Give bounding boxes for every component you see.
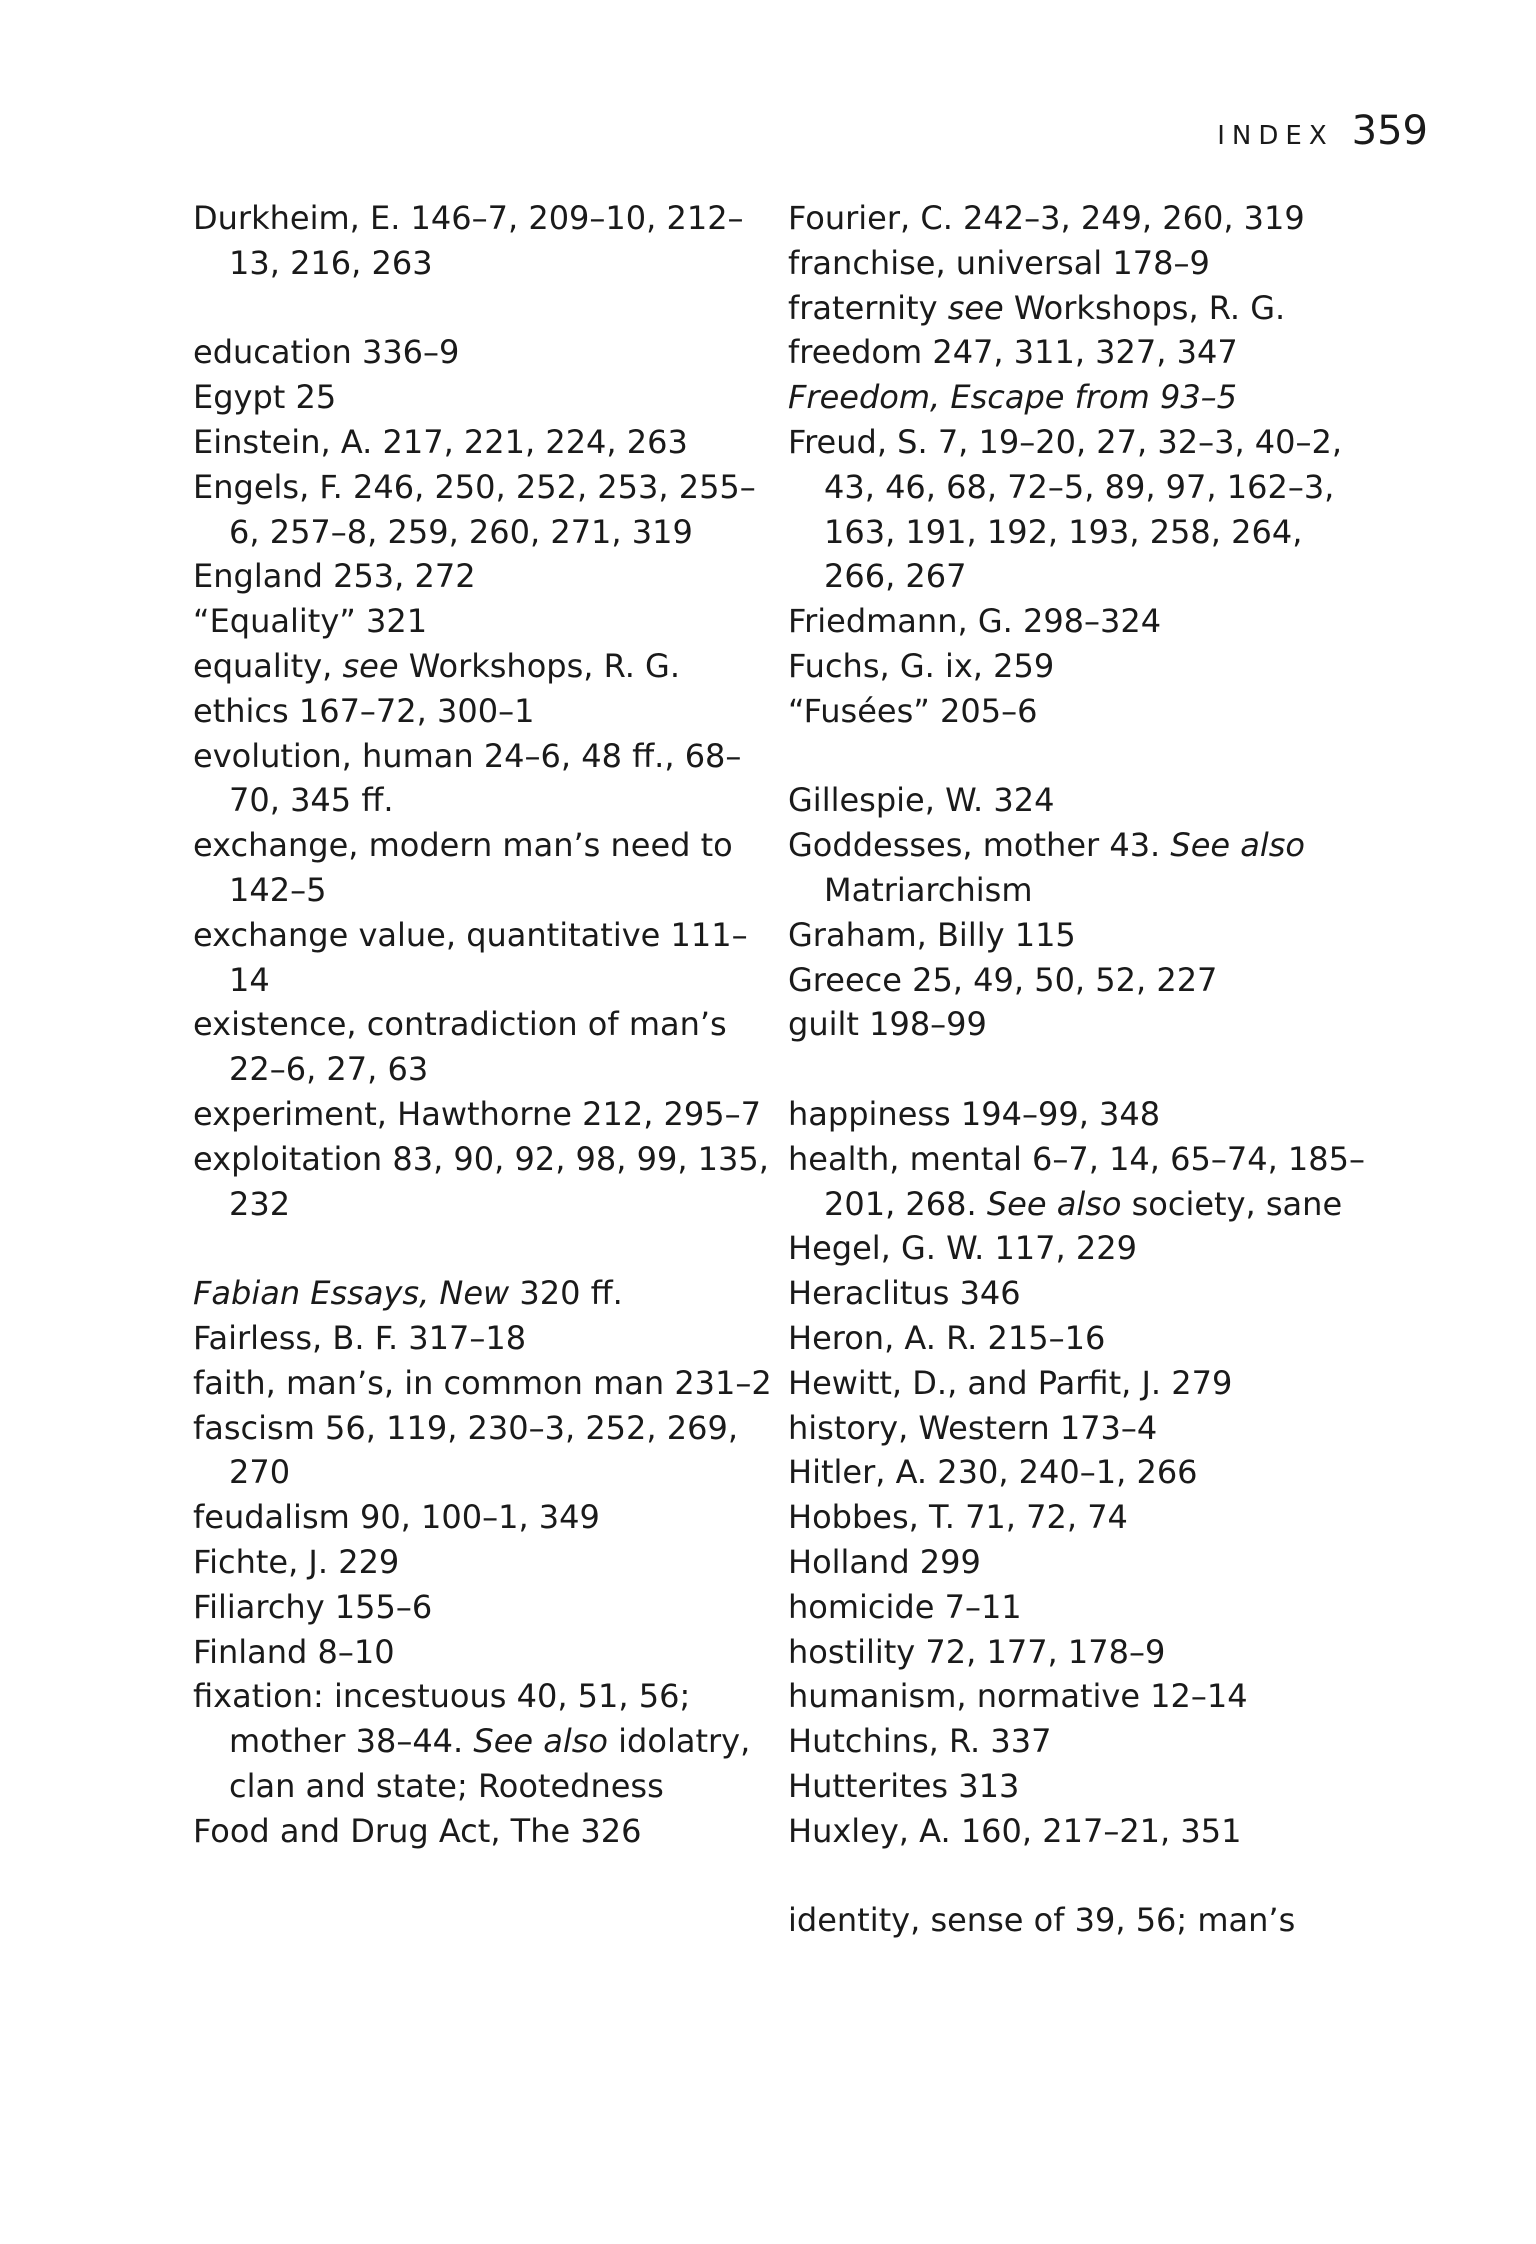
index-entry-text: guilt 198–99 <box>788 1005 987 1044</box>
index-entry-text: Hutchins, R. 337 <box>788 1722 1052 1761</box>
index-entry <box>193 1316 783 1361</box>
index-entry <box>788 958 1378 1003</box>
index-entry <box>788 823 1378 913</box>
index-entry-text: 320 ff. <box>509 1274 623 1313</box>
index-entry-text: Huxley, A. 160, 217–21, 351 <box>788 1811 1242 1850</box>
page-number: 359 <box>1351 108 1428 154</box>
index-entry-text: freedom 247, 311, 327, 347 <box>788 333 1238 372</box>
index-entry <box>788 689 1378 734</box>
index-entry <box>193 689 783 734</box>
index-entry <box>788 1495 1378 1540</box>
index-entry-text: Fabian Essays, New <box>193 1274 510 1313</box>
index-entry-text: See also <box>1170 826 1305 865</box>
index-entry-text: homicide 7–11 <box>788 1587 1022 1626</box>
index-entry <box>788 1719 1378 1764</box>
index-entry-text: Heraclitus 346 <box>788 1274 1021 1313</box>
index-entry-text: idolatry, clan and state; Rootedness <box>229 1722 751 1805</box>
index-entry <box>193 1092 783 1137</box>
index-entry-text: Freedom, Escape from 93–5 <box>788 378 1238 417</box>
index-entry-text: Graham, Billy 115 <box>788 915 1076 954</box>
index-entry-text: Heron, A. R. 215–16 <box>788 1318 1106 1357</box>
index-entry <box>193 1585 783 1630</box>
index-entry <box>788 1898 1378 1943</box>
index-entry-text: Hutterites 313 <box>788 1766 1020 1805</box>
index-entry <box>788 1361 1378 1406</box>
index-entry-text: evolution, human 24–6, 48 ff., 68–70, 345 ff. <box>193 736 742 820</box>
index-entry <box>788 778 1378 823</box>
index-entry <box>788 1764 1378 1809</box>
index-entry <box>193 554 783 599</box>
index-entry <box>788 1585 1378 1630</box>
running-header <box>1217 108 1428 154</box>
index-entry <box>788 375 1378 420</box>
index-entry <box>193 1809 783 1854</box>
index-entry <box>193 1630 783 1675</box>
running-header-label: INDEX <box>1217 121 1334 151</box>
index-entry <box>193 1540 783 1585</box>
index-entry-text: franchise, universal 178–9 <box>788 243 1210 282</box>
index-entry-text: health, mental 6–7, 14, 65–74, 185–201, 268. <box>788 1139 1365 1223</box>
index-entry <box>788 1540 1378 1585</box>
index-entry <box>788 330 1378 375</box>
index-entry <box>788 913 1378 958</box>
index-entry <box>788 1674 1378 1719</box>
index-entry <box>788 1450 1378 1495</box>
index-entry <box>788 1316 1378 1361</box>
letter-group-gap <box>193 286 783 331</box>
index-entry-text: Fairless, B. F. 317–18 <box>193 1318 527 1357</box>
index-entry <box>788 196 1378 241</box>
index-entry <box>193 375 783 420</box>
index-entry-text: feudalism 90, 100–1, 349 <box>193 1498 600 1537</box>
index-entry-text: Greece 25, 49, 50, 52, 227 <box>788 960 1218 999</box>
index-entry-text: See also <box>986 1184 1122 1223</box>
index-entry-text: Hegel, G. W. 117, 229 <box>788 1229 1137 1268</box>
index-entry <box>788 1002 1378 1047</box>
index-entry-text: Durkheim, E. 146–7, 209–10, 212–13, 216, 263 <box>193 199 744 282</box>
index-entry-text: Holland 299 <box>788 1542 981 1581</box>
index-column-left <box>193 196 783 1853</box>
index-entry <box>788 1809 1378 1854</box>
index-entry-text: humanism, normative 12–14 <box>788 1677 1248 1716</box>
index-entry-text: experiment, Hawthorne 212, 295–7 <box>193 1094 761 1133</box>
index-entry-text: equality, <box>193 646 343 685</box>
index-entry <box>193 644 783 689</box>
index-entry-text: faith, man’s, in common man 231–2 <box>193 1363 772 1402</box>
index-entry-text: Einstein, A. 217, 221, 224, 263 <box>193 422 688 461</box>
index-entry <box>788 1630 1378 1675</box>
index-entry <box>788 1137 1378 1227</box>
index-entry <box>193 1674 783 1808</box>
index-entry <box>193 1271 783 1316</box>
index-entry-text: exchange value, quantitative 111–14 <box>193 915 748 999</box>
index-entry-text: Engels, F. 246, 250, 252, 253, 255–6, 257–8, 259, 260, 271, 319 <box>193 467 756 551</box>
index-entry-text: Fuchs, G. ix, 259 <box>788 646 1055 685</box>
index-entry-text: Hewitt, D., and Parfit, J. 279 <box>788 1363 1233 1402</box>
index-entry-text: see <box>342 646 399 685</box>
index-entry <box>193 913 783 1003</box>
letter-group-gap <box>193 1226 783 1271</box>
index-entry <box>193 823 783 913</box>
index-entry-text: Workshops, R. G. <box>398 646 681 685</box>
letter-group-gap <box>788 1853 1378 1898</box>
index-entry <box>788 1092 1378 1137</box>
index-entry <box>193 1361 783 1406</box>
index-entry <box>193 330 783 375</box>
index-entry <box>193 1495 783 1540</box>
index-entry <box>788 420 1378 599</box>
index-entry-text: Finland 8–10 <box>193 1632 395 1671</box>
index-entry-text: England 253, 272 <box>193 557 476 596</box>
index-entry <box>193 1002 783 1092</box>
index-entry-text: Fichte, J. 229 <box>193 1542 400 1581</box>
index-entry <box>788 286 1378 331</box>
index-entry <box>193 420 783 465</box>
index-entry <box>788 241 1378 286</box>
letter-group-gap <box>788 1047 1378 1092</box>
index-entry-text: Fourier, C. 242–3, 249, 260, 319 <box>788 199 1305 237</box>
index-entry-text: Workshops, R. G. <box>1003 288 1286 327</box>
index-entry-text: fraternity <box>788 288 948 327</box>
letter-group-gap <box>788 734 1378 779</box>
index-entry <box>193 599 783 644</box>
index-entry-text: Freud, S. 7, 19–20, 27, 32–3, 40–2, 43, 46, 68, 72–5, 89, 97, 162–3, 163, 191, 192, 193, 258, 264, 266, 267 <box>788 422 1343 596</box>
index-entry <box>193 196 783 286</box>
index-entry-text: ethics 167–72, 300–1 <box>193 691 535 730</box>
index-entry-text: Hobbes, T. 71, 72, 74 <box>788 1498 1128 1537</box>
index-entry-text: Gillespie, W. 324 <box>788 781 1055 820</box>
index-entry-text: hostility 72, 177, 178–9 <box>788 1632 1166 1671</box>
index-entry-text: “Equality” 321 <box>193 602 428 641</box>
index-entry-text: “Fusées” 205–6 <box>788 691 1038 730</box>
index-entry-text: See also <box>473 1722 608 1761</box>
index-entry-text: Goddesses, mother 43. <box>788 826 1171 865</box>
index-entry-text: see <box>947 288 1004 327</box>
index-entry <box>788 1226 1378 1271</box>
index-entry <box>788 1271 1378 1316</box>
index-entry-text: fixation: incestuous 40, 51, 56; mother 38–44. <box>193 1677 691 1761</box>
index-entry-text: fascism 56, 119, 230–3, 252, 269, 270 <box>193 1408 738 1492</box>
index-entry-text: history, Western 173–4 <box>788 1408 1158 1447</box>
index-entry-text: identity, sense of 39, 56; man’s <box>788 1901 1296 1940</box>
index-entry-text: Food and Drug Act, The 326 <box>193 1811 642 1850</box>
index-entry-text: exploitation 83, 90, 92, 98, 99, 135, 232 <box>193 1139 769 1223</box>
index-column-right <box>788 196 1378 1943</box>
index-entry <box>193 1137 783 1227</box>
index-entry-text: education 336–9 <box>193 333 460 372</box>
index-entry-text: Filiarchy 155–6 <box>193 1587 433 1626</box>
index-entry-text: Egypt 25 <box>193 378 337 417</box>
index-entry-text: Friedmann, G. 298–324 <box>788 602 1162 641</box>
index-entry <box>788 599 1378 644</box>
index-entry-text: society, sane <box>1121 1184 1343 1223</box>
index-entry-text: existence, contradiction of man’s 22–6, 27, 63 <box>193 1005 727 1089</box>
index-entry-text: Hitler, A. 230, 240–1, 266 <box>788 1453 1198 1492</box>
index-entry-text: exchange, modern man’s need to 142–5 <box>193 826 733 909</box>
index-entry-text: Matriarchism <box>824 870 1033 909</box>
index-entry-text: happiness 194–99, 348 <box>788 1094 1161 1133</box>
index-entry <box>193 1406 783 1496</box>
index-entry <box>788 644 1378 689</box>
index-entry <box>788 1406 1378 1451</box>
index-entry <box>193 734 783 824</box>
index-entry <box>193 465 783 555</box>
